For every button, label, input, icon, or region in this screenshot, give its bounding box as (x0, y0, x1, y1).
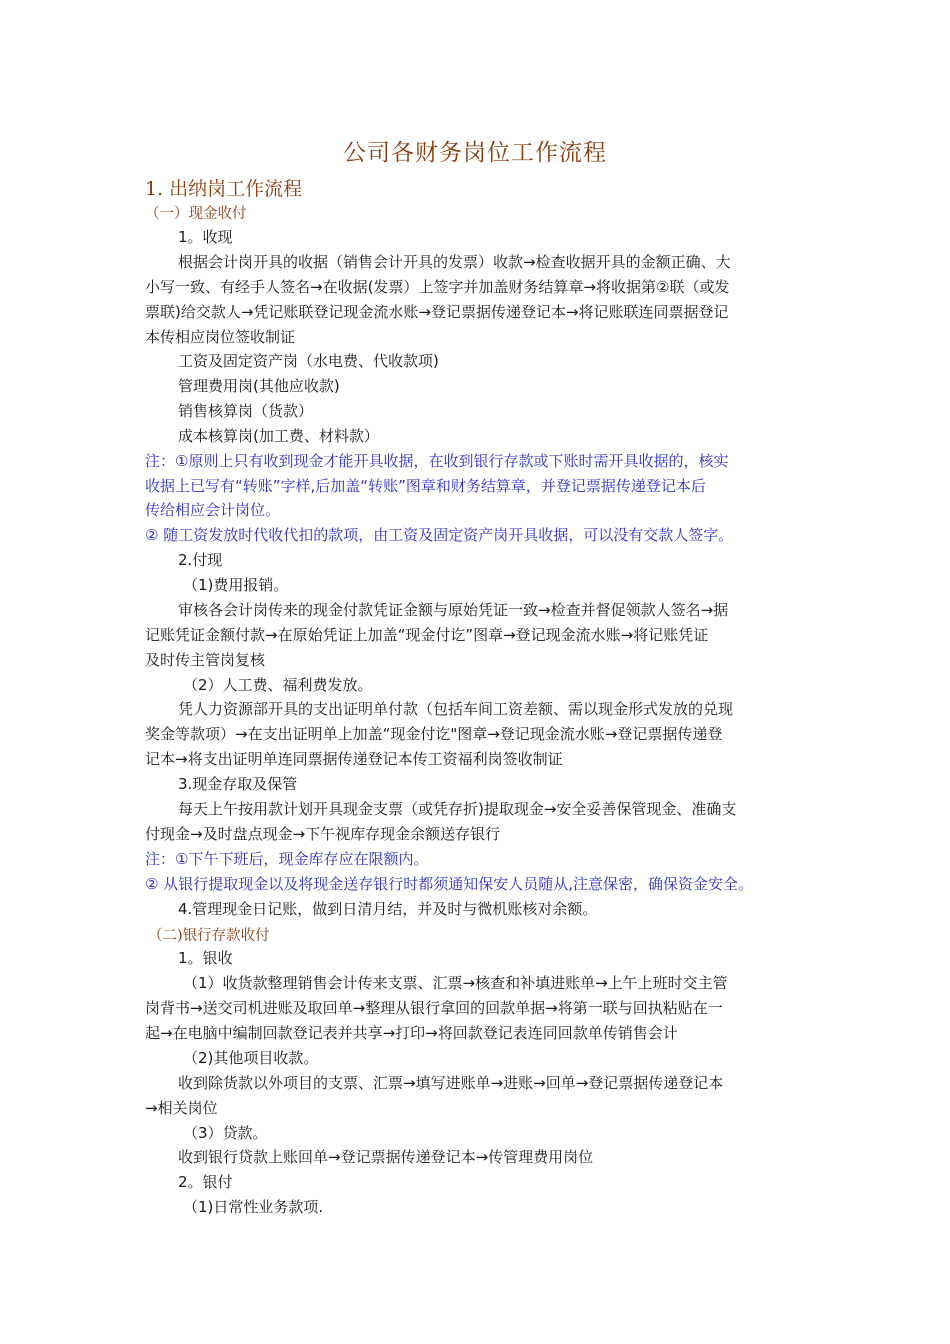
paragraph-line: 根据会计岗开具的收据（销售会计开具的发票）收款→检查收据开具的金额正确、大 (178, 253, 731, 271)
sub-item-label: （1)日常性业务款项. (183, 1198, 324, 1216)
list-item: 成本核算岗(加工费、材料款） (178, 427, 379, 445)
paragraph-line: 岗背书→送交司机进账及取回单→整理从银行拿回的回款单据→将第一联与回执粘贴在一 (145, 999, 723, 1017)
paragraph-line: 凭人力资源部开具的支出证明单付款（包括车间工资差额、需以现金形式发放的兑现 (178, 700, 734, 718)
section-heading-cashier: 1. 出纳岗工作流程 (145, 178, 303, 200)
item-label-cun: 3.现金存取及保管 (178, 775, 298, 793)
paragraph-line: →相关岗位 (145, 1099, 218, 1117)
paragraph-line: （1）收货款整理销售会计传来支票、汇票→核查和补填进账单→上午上班时交主管 (183, 974, 728, 992)
paragraph-line: 收到银行贷款上账回单→登记票据传递登记本→传管理费用岗位 (178, 1148, 594, 1166)
paragraph-line: 记本→将支出证明单连同票据传递登记本传工资福利岗签收制证 (145, 750, 563, 768)
paragraph-line: 及时传主管岗复核 (145, 651, 266, 669)
list-item: 工资及固定资产岗（水电费、代收款项) (178, 352, 439, 370)
note-line: ② 随工资发放时代收代扣的款项，由工资及固定资产岗开具收据，可以没有交款人签字。 (145, 526, 734, 544)
note-line: 传给相应会计岗位。 (145, 501, 281, 519)
paragraph-line: 奖金等款项）→在支出证明单上加盖“现金付讫"图章→登记现金流水账→登记票据传递登 (145, 725, 723, 743)
paragraph-line: 本传相应岗位签收制证 (145, 328, 296, 346)
paragraph-line: 付现金→及时盘点现金→下午视库存现金余额送存银行 (145, 825, 501, 843)
subsection-heading-cash: （一）现金收付 (145, 206, 247, 222)
item-label-yinfu: 2。银付 (178, 1173, 233, 1191)
paragraph-line: 记账凭证金额付款→在原始凭证上加盖“现金付讫”图章→登记现金流水账→将记账凭证 (145, 626, 709, 644)
sub-item-label: （3）贷款。 (183, 1124, 268, 1142)
note-line: 注：①下午下班后，现金库存应在限额内。 (145, 850, 429, 868)
list-item: 管理费用岗(其他应收款) (178, 377, 340, 395)
item-label-ri: 4.管理现金日记账，做到日清月结，并及时与微机账核对余额。 (178, 900, 598, 918)
note-line: ② 从银行提取现金以及将现金送存银行时都须通知保安人员随从,注意保密，确保资金安全。 (145, 875, 753, 893)
item-label-shou: 1。收现 (178, 228, 233, 246)
item-label-yinshou: 1。银收 (178, 949, 233, 967)
sub-item-label: （2)其他项目收款。 (183, 1049, 319, 1067)
list-item: 销售核算岗（货款） (178, 402, 314, 420)
paragraph-line: 收到除货款以外项目的支票、汇票→填写进账单→进账→回单→登记票据传递登记本 (178, 1074, 724, 1092)
paragraph-line: 小写一致、有经手人签名→在收据(发票）上签字并加盖财务结算章→将收据第②联（或发 (145, 278, 730, 296)
paragraph-line: 每天上午按用款计划开具现金支票（或凭存折)提取现金→安全妥善保管现金、准确支 (178, 800, 737, 818)
sub-item-label: （2）人工费、福利费发放。 (183, 676, 373, 694)
paragraph-line: 起→在电脑中编制回款登记表并共享→打印→将回款登记表连同回款单传销售会计 (145, 1024, 678, 1042)
paragraph-line: 审核各会计岗传来的现金付款凭证金额与原始凭证一致→检查并督促领款人签名→据 (178, 601, 729, 619)
paragraph-line: 票联)给交款人→凭记账联登记现金流水账→登记票据传递登记本→将记账联连同票据登记 (145, 303, 729, 321)
note-line: 收据上已写有“转账”字样,后加盖“转账”图章和财务结算章，并登记票据传递登记本后 (145, 477, 706, 495)
sub-item-label: （1)费用报销。 (183, 576, 289, 594)
page-title: 公司各财务岗位工作流程 (343, 140, 607, 166)
subsection-heading-bank: （二)银行存款收付 (148, 928, 270, 944)
item-label-fu: 2.付现 (178, 551, 223, 569)
note-line: 注：①原则上只有收到现金才能开具收据，在收到银行存款或下账时需开具收据的，核实 (145, 452, 729, 470)
